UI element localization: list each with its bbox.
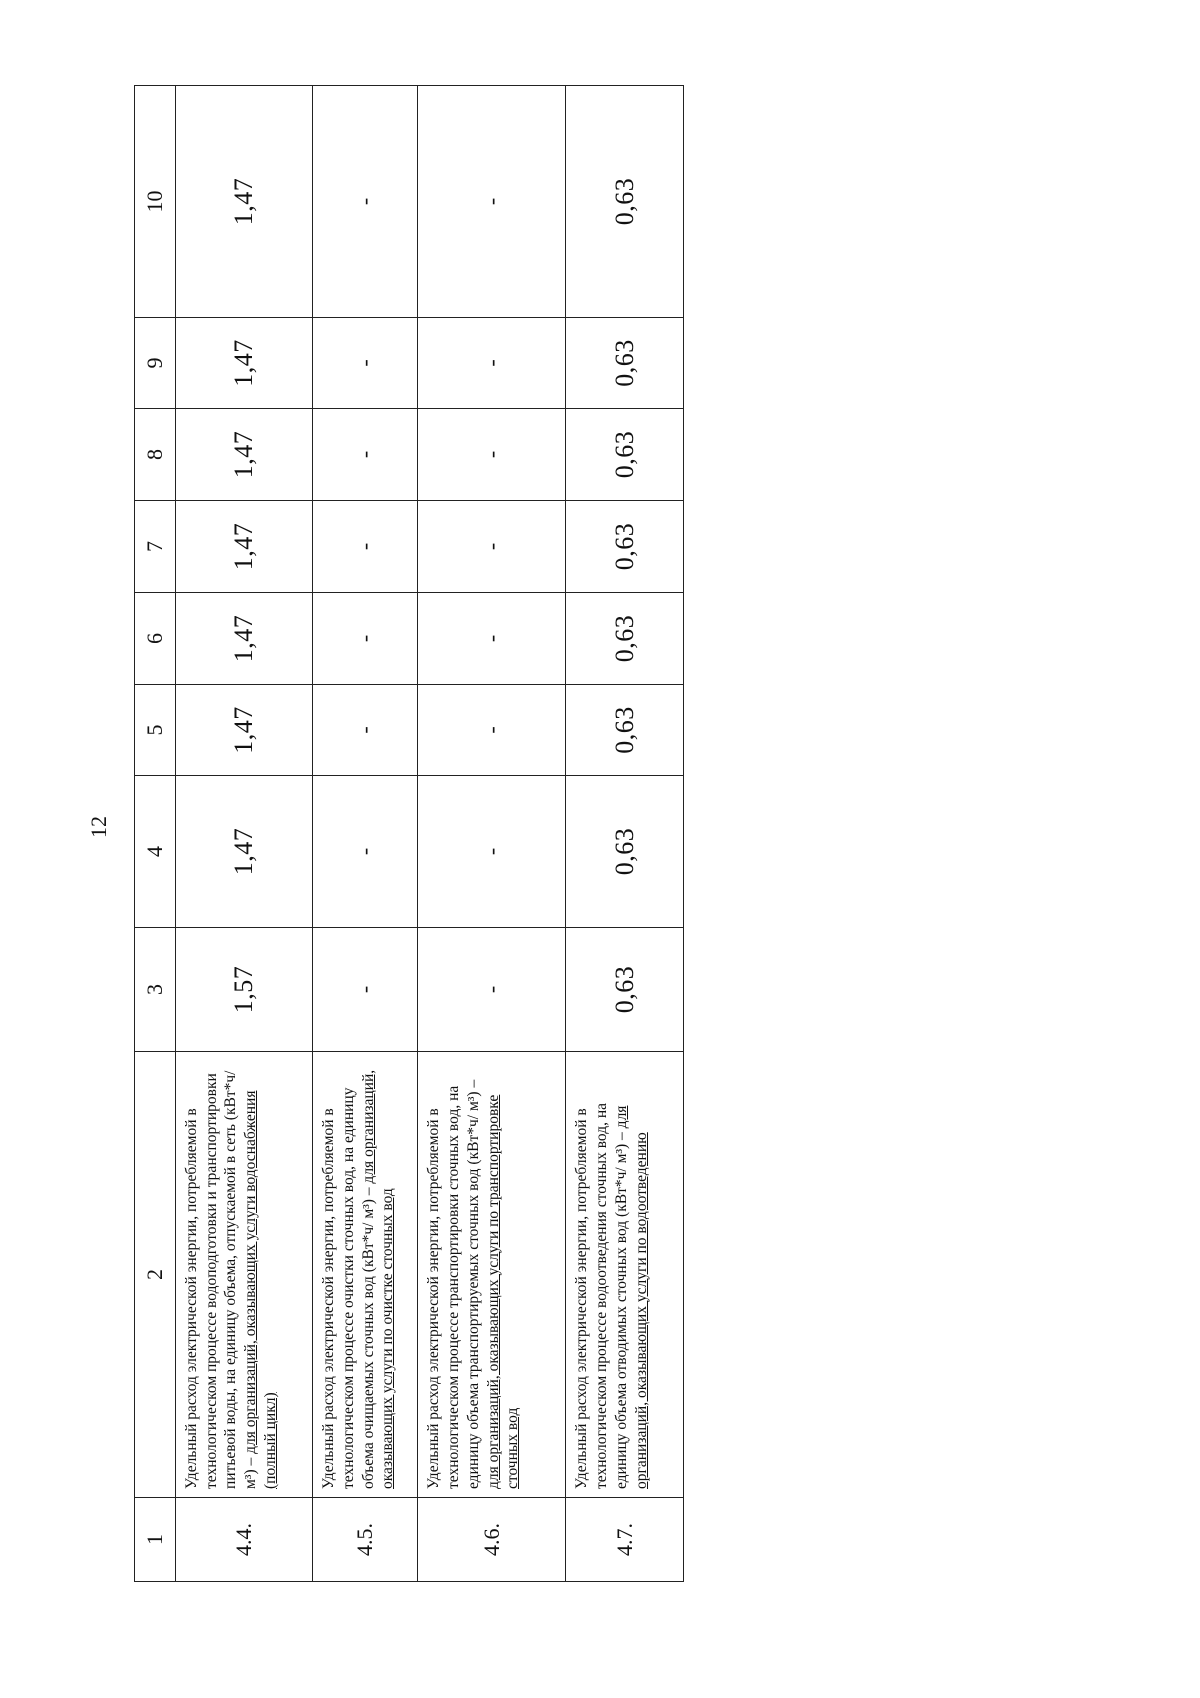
value-cell: -: [312, 593, 417, 685]
indicators-table: [134, 85, 684, 1582]
description-underlined: для организаций, оказывающих услуги по транспортировке сточных вод: [484, 1094, 522, 1489]
header-cell: 2: [135, 1052, 176, 1498]
page-number: 12: [86, 816, 111, 838]
row-description: [312, 1052, 417, 1498]
value-cell: 0,63: [566, 593, 684, 685]
table-row: [312, 86, 417, 1582]
value-cell: -: [418, 928, 566, 1052]
row-number: 4.7.: [566, 1498, 684, 1582]
value-cell: -: [418, 409, 566, 501]
header-row: [135, 86, 176, 1582]
row-number: 4.6.: [418, 1498, 566, 1582]
row-number: 4.5.: [312, 1498, 417, 1582]
value-cell: 1,47: [175, 318, 312, 409]
row-description: [566, 1052, 684, 1498]
value-cell: 1,57: [175, 928, 312, 1052]
description-underlined: для организаций, оказывающих услуги по очистке сточных вод: [359, 1069, 397, 1489]
value-cell: -: [312, 86, 417, 318]
header-cell: 5: [135, 685, 176, 776]
value-cell: 1,47: [175, 685, 312, 776]
value-cell: 0,63: [566, 685, 684, 776]
header-cell: 4: [135, 776, 176, 928]
value-cell: -: [312, 409, 417, 501]
value-cell: -: [312, 928, 417, 1052]
value-cell: 0,63: [566, 409, 684, 501]
value-cell: 1,47: [175, 593, 312, 685]
table-row: [418, 86, 566, 1582]
value-cell: 1,47: [175, 501, 312, 593]
value-cell: 1,47: [175, 776, 312, 928]
row-description: [418, 1052, 566, 1498]
table-row: [566, 86, 684, 1582]
value-cell: 1,47: [175, 409, 312, 501]
value-cell: -: [418, 86, 566, 318]
description-text: Удельный расход электрической энергии, потребляемой в технологическом процессе транспортировки сточных вод, на единицу объема транспортируемых сточных вод (кВт*ч/ м³) –: [425, 1079, 482, 1489]
value-cell: -: [418, 776, 566, 928]
header-cell: 9: [135, 318, 176, 409]
value-cell: 0,63: [566, 776, 684, 928]
description-text: Удельный расход электрической энергии, потребляемой в технологическом процессе водоотведения сточных вод, на единицу объема отводимых сточных вод (кВт*ч/ м³) –: [573, 1102, 630, 1489]
value-cell: 0,63: [566, 928, 684, 1052]
value-cell: 0,63: [566, 318, 684, 409]
header-cell: 8: [135, 409, 176, 501]
rotated-table-wrapper: [134, 86, 684, 1582]
value-cell: -: [312, 501, 417, 593]
description-underlined: для организаций, оказывающих услуги водоснабжения (полный цикл): [242, 1090, 280, 1489]
description-underlined: для организаций, оказывающих услуги по водоотведению: [612, 1105, 650, 1489]
row-number: 4.4.: [175, 1498, 312, 1582]
value-cell: -: [418, 501, 566, 593]
table-row: [175, 86, 312, 1582]
value-cell: 0,63: [566, 86, 684, 318]
value-cell: -: [312, 685, 417, 776]
description-text: Удельный расход электрической энергии, потребляемой в технологическом процессе очистки сточных вод, на единицу объема очищаемых сточных вод (кВт*ч/ м³) –: [319, 1087, 377, 1489]
value-cell: 1,47: [175, 86, 312, 318]
value-cell: -: [312, 318, 417, 409]
header-cell: 6: [135, 593, 176, 685]
value-cell: -: [418, 318, 566, 409]
description-text: Удельный расход электрической энергии, потребляемой в технологическом процессе водоподготовки и транспортировки питьевой воды, на единицу объема, отпускаемой в сеть (кВт*ч/м³) –: [182, 1070, 260, 1489]
value-cell: 0,63: [566, 501, 684, 593]
row-description: [175, 1052, 312, 1498]
value-cell: -: [312, 776, 417, 928]
value-cell: -: [418, 593, 566, 685]
header-cell: 3: [135, 928, 176, 1052]
header-cell: 10: [135, 86, 176, 318]
header-cell: 1: [135, 1498, 176, 1582]
header-cell: 7: [135, 501, 176, 593]
value-cell: -: [418, 685, 566, 776]
